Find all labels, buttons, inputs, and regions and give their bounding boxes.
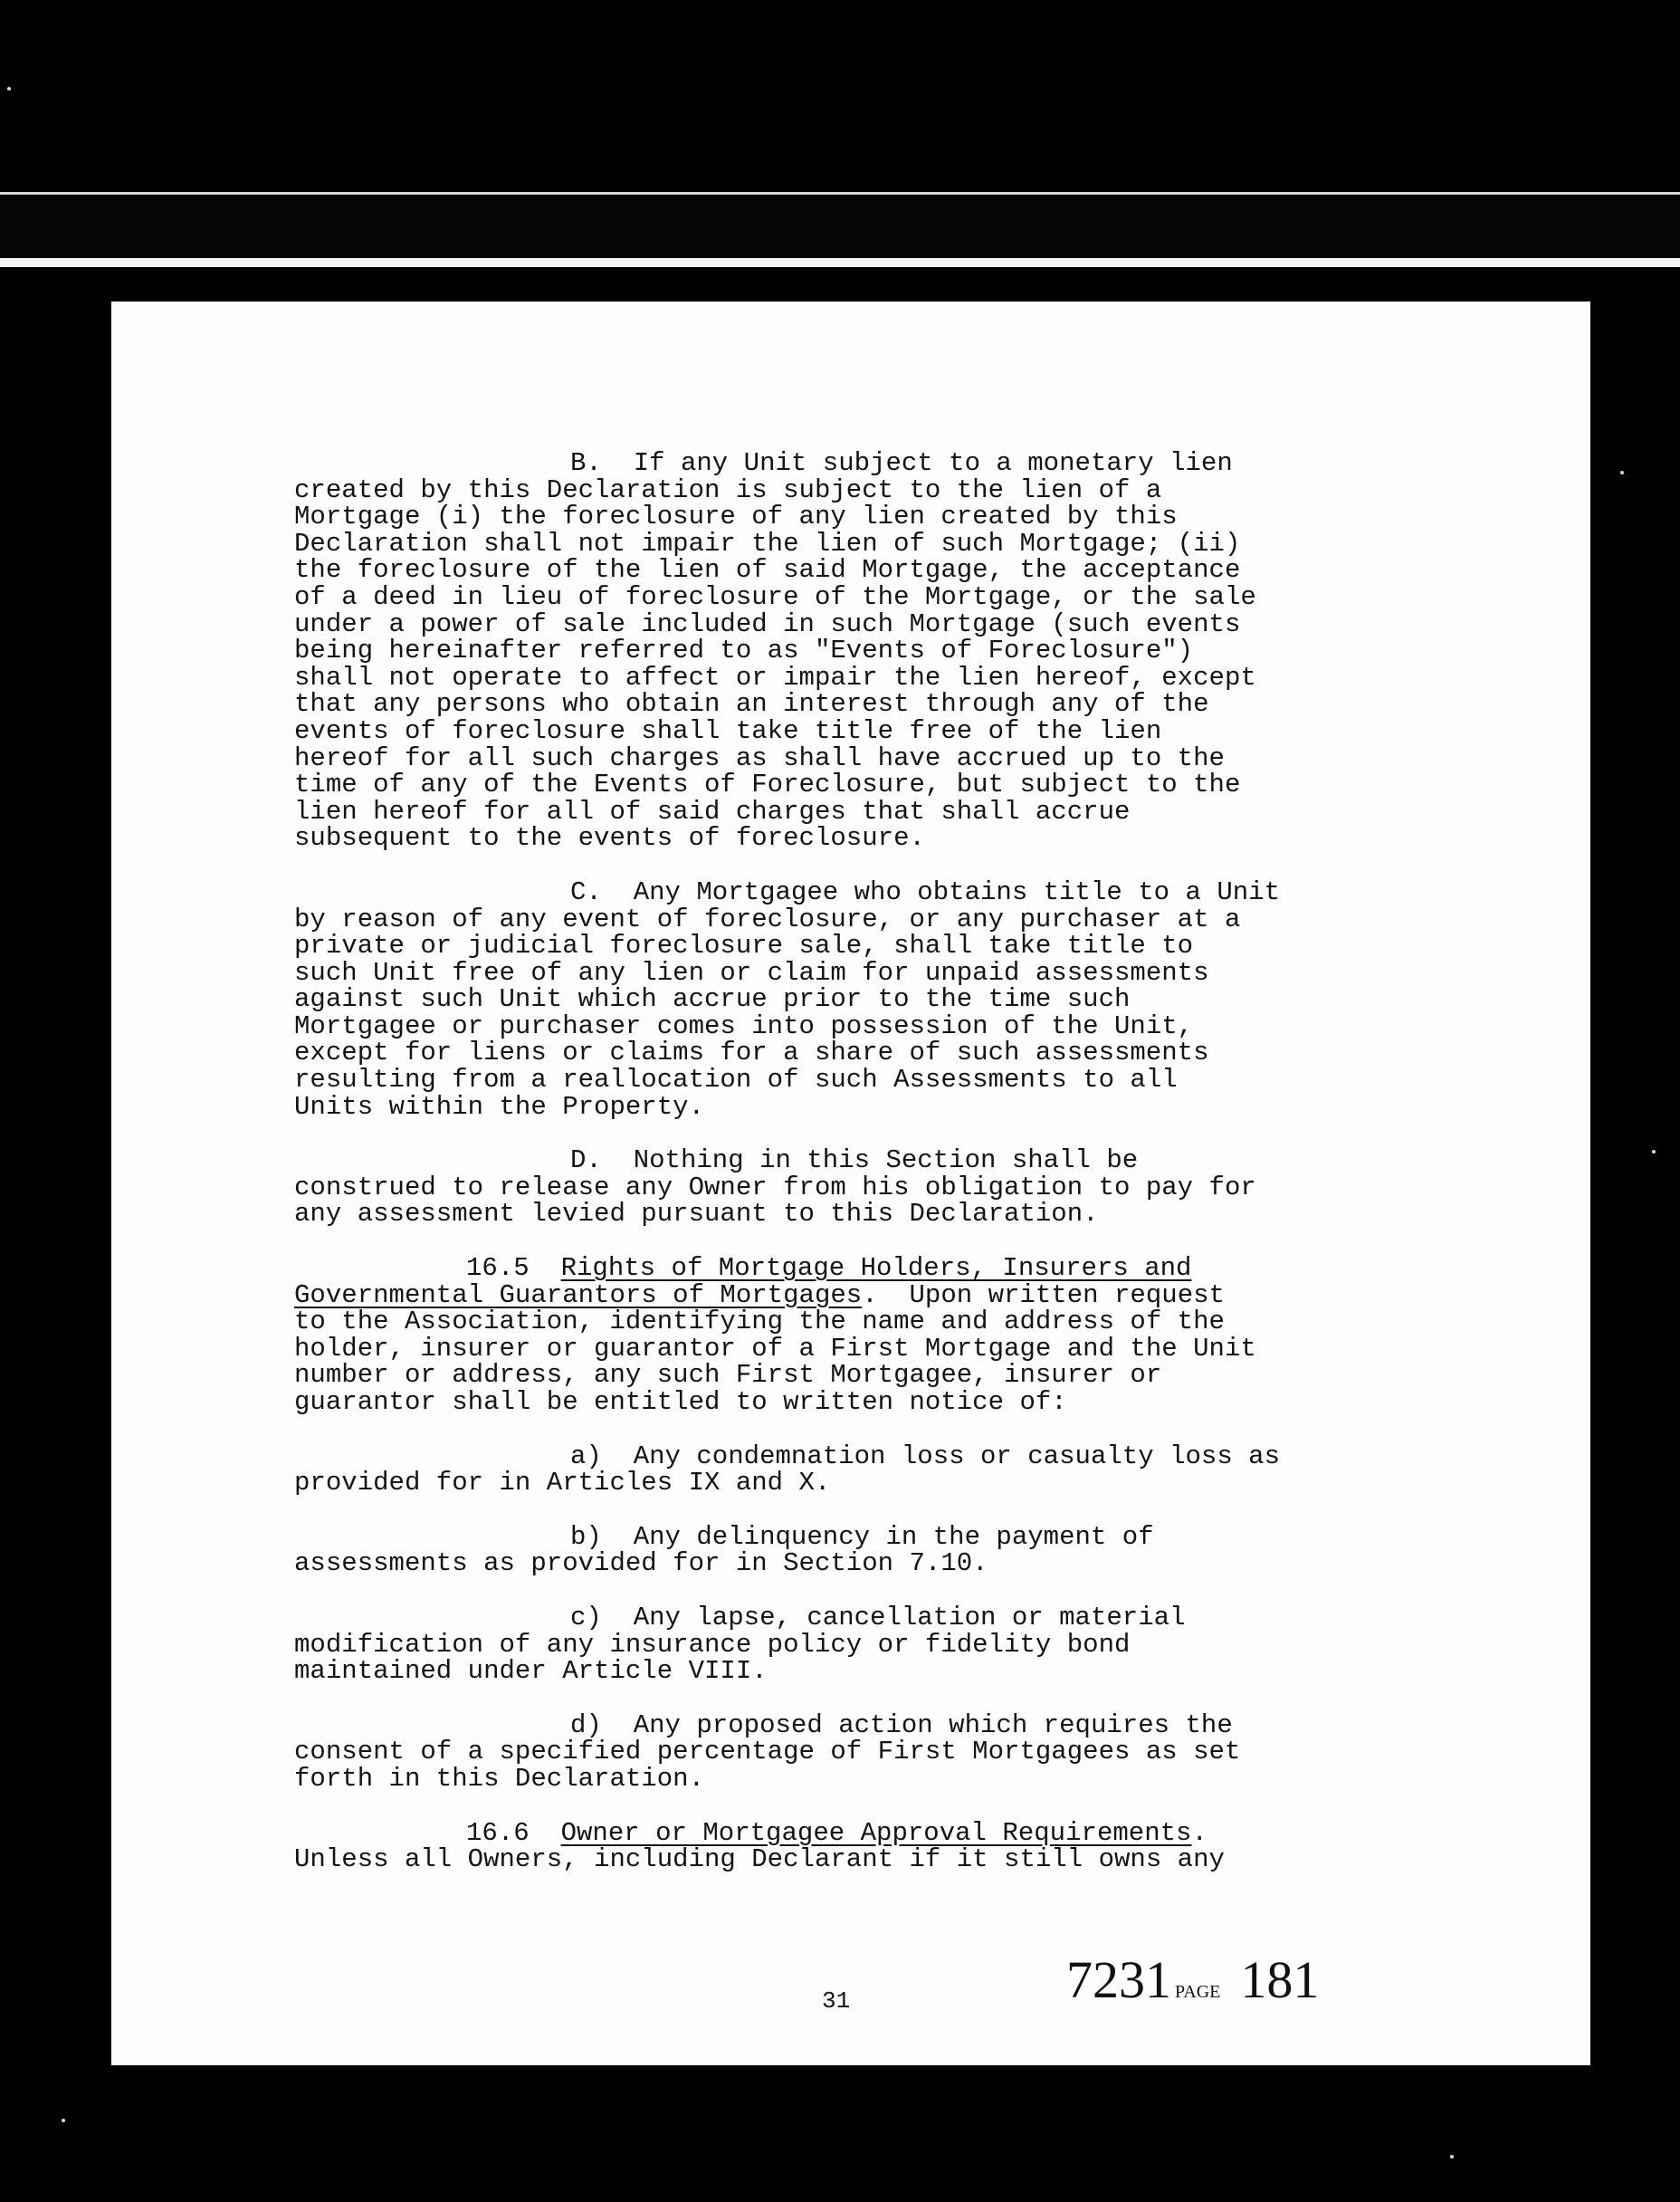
text-line: d) Any proposed action which requires the (570, 1709, 1233, 1740)
scan-speck (1450, 2155, 1454, 2159)
text-line: holder, insurer or guarantor of a First Mortgage and the Unit (294, 1333, 1256, 1364)
paragraph-c (294, 876, 1480, 1122)
text-fragment: . (1191, 1817, 1208, 1848)
text-line: maintained under Article VIII. (294, 1656, 768, 1687)
text-line: private or judicial foreclosure sale, shall take title to (294, 931, 1194, 962)
film-band (0, 192, 1680, 262)
text-line: modification of any insurance policy or fidelity bond (294, 1629, 1131, 1660)
section-title: Owner or Mortgagee Approval Requirements (560, 1817, 1192, 1848)
text-line: resulting from a reallocation of such Assessments to all (294, 1065, 1178, 1096)
text-line: Mortgage (i) the foreclosure of any lien created by this (294, 502, 1178, 532)
item-a (294, 1443, 1480, 1497)
text-line: number or address, any such First Mortgagee, insurer or (294, 1360, 1162, 1391)
scan-speck (1652, 1150, 1656, 1154)
text-line: created by this Declaration is subject to the lien of a (294, 474, 1162, 505)
text-line: C. Any Mortgagee who obtains title to a Unit (570, 876, 1281, 907)
section-number: 16.5 (466, 1253, 530, 1284)
page-label: PAGE (1175, 1982, 1221, 2002)
text-line: hereof for all such charges as shall have accrued up to the (294, 742, 1225, 773)
text-line: Unless all Owners, including Declarant if it still owns any (294, 1844, 1225, 1875)
item-b (294, 1521, 1480, 1579)
text-line: of a deed in lieu of foreclosure of the Mortgage, or the sale (294, 581, 1256, 612)
text-line: B. If any Unit subject to a monetary lien (570, 448, 1233, 478)
text-line: any assessment levied pursuant to this Declaration. (294, 1199, 1099, 1230)
section-number: 16.6 (466, 1817, 530, 1848)
text-line: shall not operate to affect or impair the lien hereof, except (294, 662, 1256, 693)
text-line: under a power of sale included in such Mortgage (such events (294, 608, 1241, 639)
text-line: forth in this Declaration. (294, 1763, 704, 1794)
text-line: provided for in Articles IX and X. (294, 1468, 831, 1498)
text-line: D. Nothing in this Section shall be (570, 1145, 1139, 1176)
text-line: by reason of any event of foreclosure, or any purchaser at a (294, 904, 1241, 934)
scan-speck (62, 2119, 65, 2122)
text-line: Declaration shall not impair the lien of such Mortgage; (ii) (294, 528, 1241, 559)
page-number: 31 (822, 1987, 851, 2015)
text-line: guarantor shall be entitled to written notice of: (294, 1387, 1067, 1417)
text-line: except for liens or claims for a share of such assessments (294, 1038, 1209, 1068)
text-line: Units within the Property. (294, 1091, 704, 1122)
stamp-page-number: 181 (1240, 1950, 1320, 2009)
scan-top-border (0, 0, 1680, 261)
text-line: construed to release any Owner from his obligation to pay for (294, 1172, 1256, 1202)
text-line: such Unit free of any lien or claim for unpaid assessments (294, 957, 1209, 988)
section-heading-continued (294, 1279, 1480, 1310)
item-c (294, 1604, 1480, 1685)
paragraph-b (294, 450, 1480, 852)
text-line: b) Any delinquency in the payment of (570, 1521, 1154, 1552)
scan-speck (1620, 471, 1624, 474)
text-line: c) Any lapse, cancellation or material (570, 1602, 1186, 1632)
text-line: events of foreclosure shall take title free of the lien (294, 715, 1162, 746)
book-number: 7231 (1066, 1950, 1171, 2009)
text-line: lien hereof for all of said charges that shall accrue (294, 796, 1131, 827)
document-page (111, 302, 1590, 2065)
text-line: against such Unit which accrue prior to the time such (294, 984, 1131, 1015)
text-line: assessments as provided for in Section 7.10. (294, 1548, 988, 1579)
text-line: the foreclosure of the lien of said Mortgage, the acceptance (294, 555, 1241, 586)
book-page-stamp (1066, 1949, 1319, 2010)
section-title: Rights of Mortgage Holders, Insurers and (560, 1253, 1192, 1284)
section-16-5 (294, 1255, 1480, 1416)
text-line: consent of a specified percentage of First Mortgagees as set (294, 1737, 1241, 1767)
section-heading (294, 1255, 1480, 1282)
text-line: a) Any condemnation loss or casualty loss as (570, 1441, 1281, 1471)
text-line: time of any of the Events of Foreclosure, but subject to the (294, 770, 1241, 800)
scan-speck (7, 87, 11, 91)
text-line: subsequent to the events of foreclosure. (294, 823, 925, 854)
paragraph-d (294, 1147, 1480, 1228)
document-body (294, 450, 1480, 1900)
film-edge-line (0, 258, 1680, 267)
text-fragment: . Upon written request (862, 1279, 1225, 1310)
text-line: Mortgagee or purchaser comes into possession of the Unit, (294, 1010, 1194, 1041)
text-line: to the Association, identifying the name and address of the (294, 1307, 1225, 1337)
text-line: that any persons who obtain an interest through any of the (294, 689, 1209, 720)
section-title: Governmental Guarantors of Mortgages (294, 1279, 863, 1310)
section-16-6 (294, 1817, 1480, 1875)
section-heading (294, 1817, 1480, 1848)
text-line: being hereinafter referred to as "Events of Foreclosure") (294, 636, 1194, 666)
item-d (294, 1709, 1480, 1794)
